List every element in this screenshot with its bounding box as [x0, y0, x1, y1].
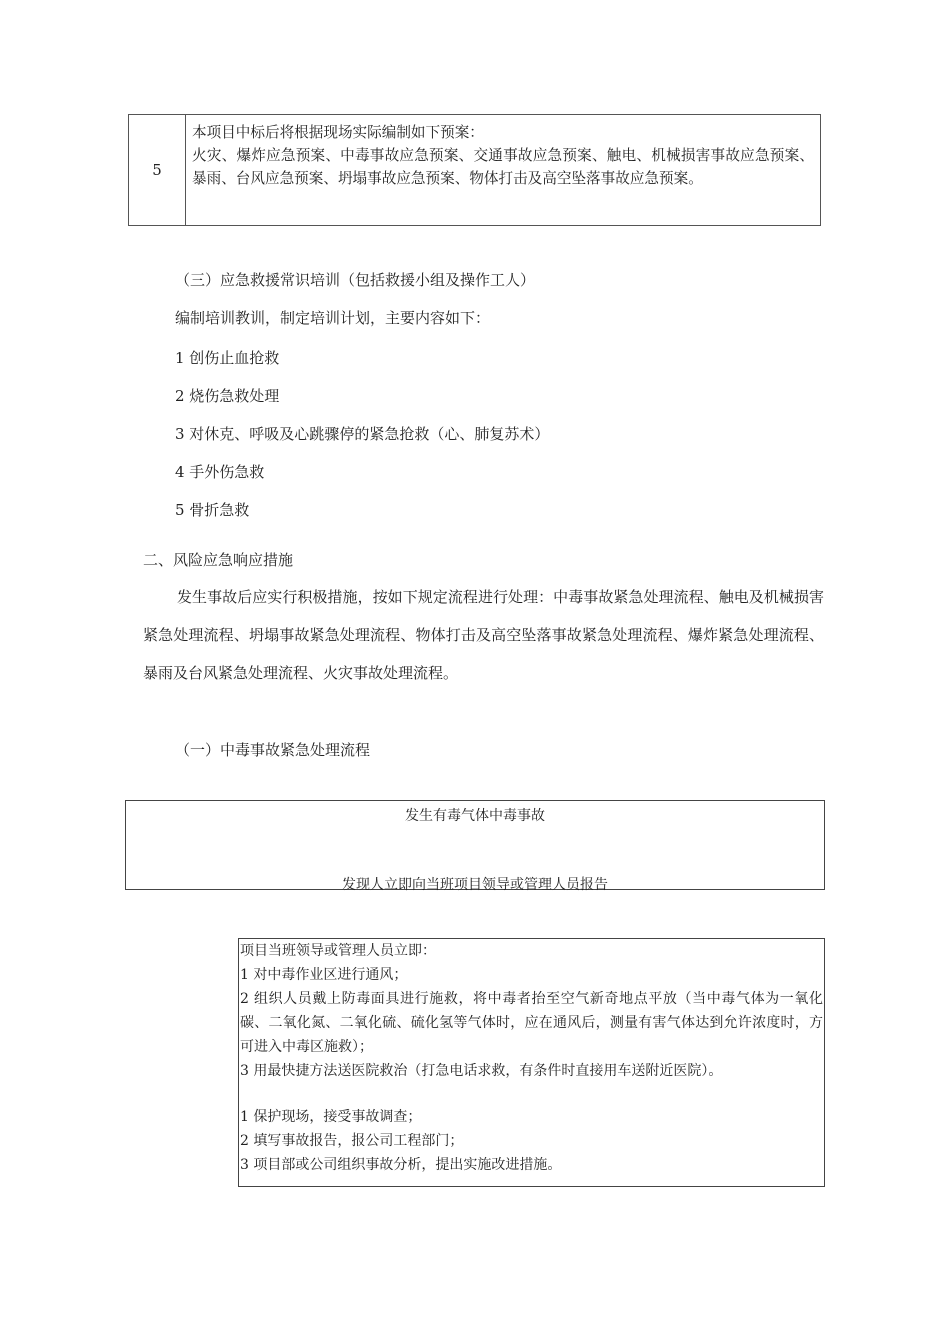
training-item: 1 创伤止血抢救	[175, 349, 280, 367]
training-intro: 编制培训教训，制定培训计划，主要内容如下：	[175, 309, 491, 327]
training-item: 3 对休克、呼吸及心跳骤停的紧急抢救（心、肺复苏术）	[175, 425, 550, 443]
flow-followup-line: 3 项目部或公司组织事故分析，提出实施改进措施。	[240, 1157, 562, 1173]
flow-action-line: 3 用最快捷方法送医院救治（打急电话求救，有条件时直接用车送附近医院）。	[240, 1063, 723, 1079]
plan-table-line2: 火灾、爆炸应急预案、中毒事故应急预案、交通事故应急预案、触电、机械损害事故应急预案、暴雨、台风应急预案、坍塌事故应急预案、物体打击及高空坠落事故应急预案。	[192, 147, 814, 187]
response-body: 发生事故后应实行积极措施，按如下规定流程进行处理：中毒事故紧急处理流程、触电及机械损害紧急处理流程、坍塌事故紧急处理流程、物体打击及高空坠落事故紧急处理流程、爆炸紧急处理流程、暴雨及台风紧急处理流程、火灾事故处理流程。	[143, 588, 824, 682]
flow-action-line: 项目当班领导或管理人员立即：	[240, 943, 436, 959]
flow-followup-line: 1 保护现场，接受事故调查；	[240, 1109, 422, 1125]
training-item: 5 骨折急救	[175, 501, 250, 519]
plan-table-line1: 本项目中标后将根据现场实际编制如下预案：	[192, 124, 484, 141]
flow-followup-line: 2 填写事故报告，报公司工程部门；	[240, 1133, 464, 1149]
response-heading: 二、风险应急响应措施	[143, 551, 294, 569]
flow-action-line: 1 对中毒作业区进行通风；	[240, 967, 408, 983]
plan-table	[128, 114, 821, 226]
plan-table-content	[186, 115, 820, 225]
flow-box-report	[125, 800, 825, 893]
flow-box-actions	[238, 938, 825, 1187]
flow-action-line: 2 组织人员戴上防毒面具进行施救，将中毒者抬至空气新奇地点平放（当中毒气体为一氧化碳、二氧化氮、二氧化硫、硫化氢等气体时，应在通风后，测量有害气体达到允许浓度时，方可进入中毒区施救）；	[240, 991, 823, 1055]
training-item: 2 烧伤急救处理	[175, 387, 280, 405]
flow-box-report-line: 发现人立即向当班项目领导或管理人员报告	[342, 877, 608, 893]
poison-flow-heading: （一）中毒事故紧急处理流程	[175, 741, 371, 759]
training-item: 4 手外伤急救	[175, 463, 265, 481]
training-heading: （三）应急救援常识培训（包括救援小组及操作工人）	[175, 271, 536, 289]
plan-table-number: 5	[129, 115, 186, 225]
flow-box-event: 发生有毒气体中毒事故	[405, 808, 545, 824]
